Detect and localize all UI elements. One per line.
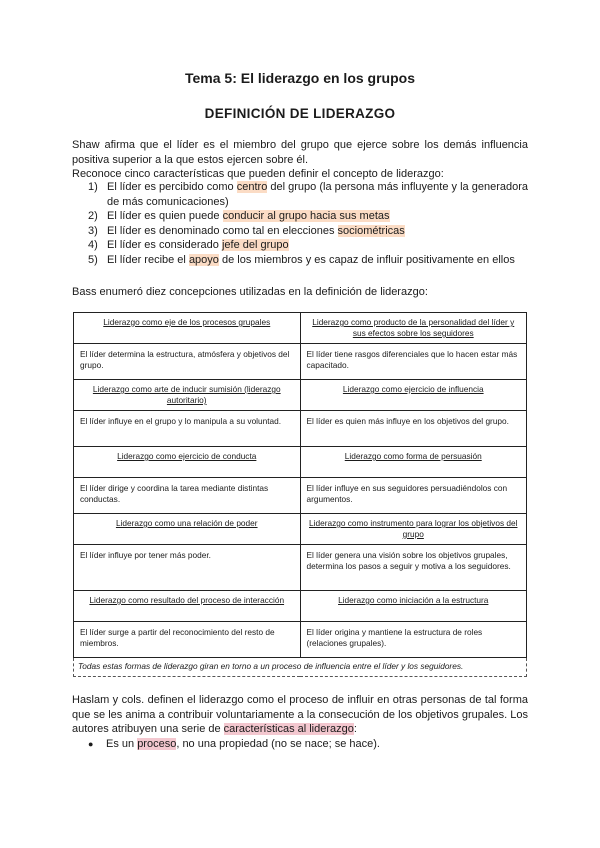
table-header-cell: Liderazgo como eje de los procesos grupales: [74, 313, 301, 344]
table-row: [74, 344, 527, 380]
section-heading: DEFINICIÓN DE LIDERAZGO: [204, 106, 396, 121]
list-item: 4) El líder es considerado jefe del grupo: [88, 239, 289, 251]
table-header-cell: Liderazgo como ejercicio de conducta: [74, 447, 301, 478]
list-item: ● Es un proceso, no una propiedad (no se nace; se hace).: [88, 738, 380, 750]
table-row: [74, 545, 527, 591]
highlight: sociométricas: [337, 224, 405, 237]
highlight: conducir al grupo hacia sus metas: [222, 210, 390, 222]
table-cell: El líder determina la estructura, atmósfera y objetivos del grupo.: [74, 344, 301, 380]
list-item: 5) El líder recibe el apoyo de los miembros y es capaz de influir positivamente en ellos: [88, 253, 515, 266]
table-row: [74, 313, 527, 344]
table-row: [74, 447, 527, 478]
table-header-cell: Liderazgo como instrumento para lograr los objetivos del grupo: [300, 514, 527, 545]
highlight: características al liderazgo: [223, 723, 354, 735]
table-header-cell: Liderazgo como ejercicio de influencia: [300, 380, 527, 411]
table-cell: El líder origina y mantiene la estructura de roles (relaciones grupales).: [300, 622, 527, 658]
bass-intro: Bass enumeró diez concepciones utilizadas en la definición de liderazgo:: [72, 286, 428, 298]
table-footer-note: Todas estas formas de liderazgo giran en torno a un proceso de influencia entre el líder y los seguidores.: [74, 658, 527, 677]
highlight: proceso: [137, 738, 177, 750]
table-cell: El líder dirige y coordina la tarea mediante distintas conductas.: [74, 478, 301, 514]
table-row: [74, 658, 527, 677]
shaw-paragraph: [72, 138, 528, 182]
table-cell: El líder tiene rasgos diferenciales que lo hacen estar más capacitado.: [300, 344, 527, 380]
shaw-definition: Shaw afirma que el líder es el miembro del grupo que ejerce sobre los demás influencia positiva superior a la que estos ejercen sobre él.: [72, 139, 528, 166]
table-row: [74, 478, 527, 514]
table-header-cell: Liderazgo como iniciación a la estructura: [300, 591, 527, 622]
highlight: jefe del grupo: [221, 239, 289, 251]
haslam-paragraph: Haslam y cols. definen el liderazgo como el proceso de influir en otras personas de tal forma que se les anima a contribuir voluntariamente a la consecución de los objetivos grupales. Los autores atribuyen una serie de características al liderazgo:: [72, 694, 528, 735]
conceptions-table: [73, 312, 527, 677]
table-row: [74, 380, 527, 411]
table-header-cell: Liderazgo como forma de persuasión: [300, 447, 527, 478]
table-header-cell: Liderazgo como resultado del proceso de interacción: [74, 591, 301, 622]
table-row: [74, 514, 527, 545]
highlight: apoyo: [188, 253, 219, 266]
table-cell: El líder influye en sus seguidores persuadiéndolos con argumentos.: [300, 478, 527, 514]
bullet-icon: ●: [88, 739, 94, 749]
table-cell: El líder es quien más influye en los objetivos del grupo.: [300, 411, 527, 447]
highlight: centro: [236, 181, 268, 193]
characteristics-list: [88, 180, 528, 267]
table-row: [74, 591, 527, 622]
page-title: Tema 5: El liderazgo en los grupos: [184, 70, 415, 86]
table-cell: El líder influye por tener más poder.: [74, 545, 301, 591]
list-item: 2) El líder es quien puede conducir al grupo hacia sus metas: [88, 210, 390, 222]
list-item: 1) El líder es percibido como centro del grupo (la persona más influyente y la generadora de más comunicaciones): [88, 181, 528, 208]
table-row: [74, 411, 527, 447]
table-header-cell: Liderazgo como una relación de poder: [74, 514, 301, 545]
table-header-cell: Liderazgo como arte de inducir sumisión (liderazgo autoritario): [74, 380, 301, 411]
table-cell: El líder influye en el grupo y lo manipula a su voluntad.: [74, 411, 301, 447]
table-header-cell: Liderazgo como producto de la personalidad del líder y sus efectos sobre los seguidores: [300, 313, 527, 344]
haslam-characteristics-list: [88, 737, 528, 752]
list-item: 3) El líder es denominado como tal en elecciones sociométricas: [88, 224, 405, 237]
characteristics-intro: Reconoce cinco características que pueden definir el concepto de liderazgo:: [72, 168, 444, 180]
table-row: [74, 622, 527, 658]
table-cell: El líder genera una visión sobre los objetivos grupales, determina los pasos a seguir y motiva a los seguidores.: [300, 545, 527, 591]
table-cell: El líder surge a partir del reconocimiento del resto de miembros.: [74, 622, 301, 658]
